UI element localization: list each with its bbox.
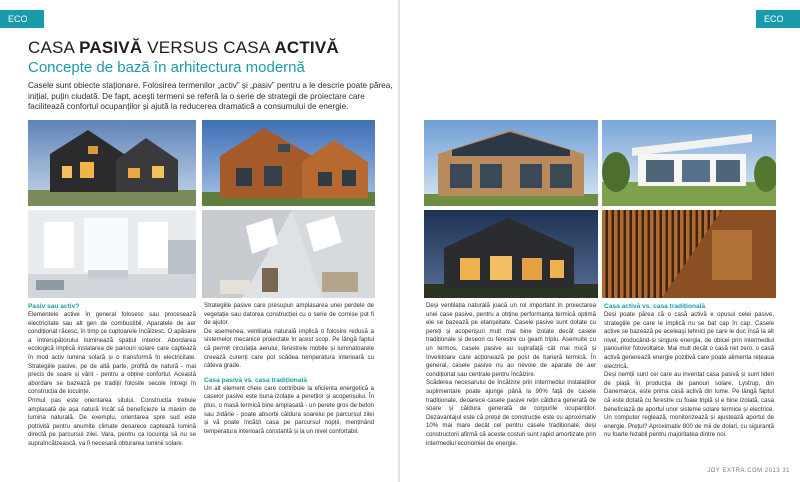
- headline-part-2: PASIVĂ: [79, 38, 143, 57]
- right-page: [400, 0, 800, 482]
- column-2-paragraph-3: Un alt element cheie care contribuie la eficienta energetică a caselor pasive este buna izolație a pereților și acoperișului. În plus, o masă termică bine amplasată - un perete gros de beton sau zidărie - poate absorbi căldura soarelui pe parcursul zilei și vă poate încălzi casa pe parcursul nopții, menținând temperatura interioară constantă și la un nivel confortabil.: [204, 384, 374, 435]
- heading-casa-pasiva-vs-traditionala: Casa pasivă vs. casa tradițională: [204, 376, 307, 384]
- photo-wooden-house: [202, 120, 375, 206]
- headline-part-4: ACTIVĂ: [274, 38, 339, 57]
- lead-paragraph: Casele sunt obiecte staționare. Folosirea termenilor „activ” și „pasiv” pentru a le descrie poate părea, inițial, puțin ciudată. De fapt, acești termeni se referă la o serie de strategii de proiectare care facilitează confortul ocupanților și ajută la reducerea dramatică a consumului de energie.: [28, 81, 393, 112]
- subtitle: Concepte de bază în arhitectura modernă: [28, 59, 305, 76]
- column-4-paragraph-2: Deși nemții sunt cei care au inventat casa pasivă și sunt lideri de piață în producția de panouri solare, Lystrup, din Danemarca, este prima casă activă din lume. Pe lângă faptul că este dotată cu ferestre cu foaie triplă și e bine izolată, casa beneficiază de aportul unor sisteme solare termice și electrice. Un computer reglează, monitorizează și ajustează aportul de energie. Prețul? Aproximativ 800 de mii de dolari, cu siguranță nu foarte fezabil pentru majoritatea dintre noi.: [604, 371, 774, 439]
- column-2-paragraph-2: De asemenea, ventilația naturală implică o folosire redusă a sistemelor mecanice proiectate în acest scop. Pe lângă faptul că permit circulația aerului, ferestrele mobile și luminatoarele creează curenți care pot scădea temperatura interioară cu câteva grade.: [204, 327, 374, 370]
- photo-modern-house-garden: [602, 120, 776, 206]
- section-tag-right: ECO: [756, 10, 800, 28]
- column-1: [28, 302, 196, 449]
- heading-casa-activa-vs-traditionala: Casa activă vs. casa tradițională: [604, 303, 706, 310]
- headline-part-3: VERSUS CASA: [142, 38, 275, 57]
- photo-wooden-slats: [602, 210, 776, 298]
- column-2: [204, 302, 374, 436]
- column-2-paragraph-1: Strategiile pasive care presupun amplasarea unei perdele de vegetație sau datorea construcției cu o serie de cornișe pot fi de ajutor.: [204, 302, 374, 327]
- column-4-paragraph-1: Deși poate părea că o casă activă e opusul celei pasive, strategiile pe care le implică nu se bat cap în cap. Casele active se bazează pe aceleași tehnici pe care le duc însă la alt nivel, producând-și singure energia, de obicei prin intermediul panourilor fotovoltaice. Mai mult decât o casă net zero, o casă activă generează energie pozitivă care poate alimenta rețeaua electrică.: [604, 311, 774, 370]
- column-1-paragraph-1: Elementele active în general folosesc sau procesează electricitate sau alt gen de combustibil. Aparatele de aer condiționat răcesc, în timp ce cuptoarele încălzesc. O apăsare a întrerupătorului iluminează spațiul interior. Abordarea ecologică implică instalarea de panouri solare care captează în mod activ lumina solară și o transformă în electricitate. Strategiile pasive, pe de altă parte, profită de natură - mai precis de soare și vânt - pentru a obține confortul. Această abordare se bazează pe tradiții folosite secole întregi în construcția de locuințe.: [28, 311, 197, 396]
- headline-part-1: CASA: [28, 38, 80, 57]
- column-3-paragraph-1: Deși ventilația naturală joacă un rol important în proiectarea unei case pasive, pentru a obține performanța termică optimă ele se bazează pe etanșeitate. Casele pasive sunt dotate cu pereți și acoperișuri mult mai bine izolate decât casele tradiționale și deseori cu ferestre cu geam triplu. Asemuite cu un termos, casele pasive au suprafață cât mai mică și înveliitoare care acționează pe post de barieră termică. În general, casele pasive nu au nevoie de aparate de aer condiționat sau centrale pentru încălzire.: [426, 302, 596, 378]
- headline: [28, 38, 339, 58]
- column-3-paragraph-2: Scăderea necesarului de încălzire prin intermediul instalațiilor suplimentare poate ajunge până la 90% față de casele tradiționale, deoarece casele pasive rețin căldura generată de soare și căldura generată de corpurile ocupanților. Dezavantajul este că prețul de construcție este cu aproximativ 10% mai mare decât cel pentru casele tradiționale, deși constructorii afirmă că aceste costuri sunt rapid amortizate prin intermediul economiei de energie.: [426, 379, 596, 447]
- heading-pasiv-sau-activ: Pasiv sau activ?: [28, 303, 80, 310]
- photo-dark-gabled-house: [28, 120, 196, 206]
- photo-white-interior: [28, 210, 196, 298]
- photo-house-at-night: [424, 210, 598, 298]
- column-1-paragraph-2: Primul pas este orientarea sitului. Construcția trebuie amplasată de așa natură încât să beneficieze la maxim de lumina naturală. De exemplu, orientarea spre sud este potrivită pentru anumite climate deoarece captează lumină directă pe parcursul zilei. Vara, pentru ca locuința să nu se supraîncălzească, va fi necesară obturarea luminii solare.: [28, 396, 196, 447]
- section-tag-left: ECO: [0, 10, 44, 28]
- photo-solar-roof-house: [424, 120, 598, 206]
- column-4: [604, 302, 774, 440]
- photo-attic-skylights: [202, 210, 375, 298]
- page-footer: JOY EXTRA.COM 2013 31: [707, 468, 790, 474]
- column-3: [426, 302, 596, 448]
